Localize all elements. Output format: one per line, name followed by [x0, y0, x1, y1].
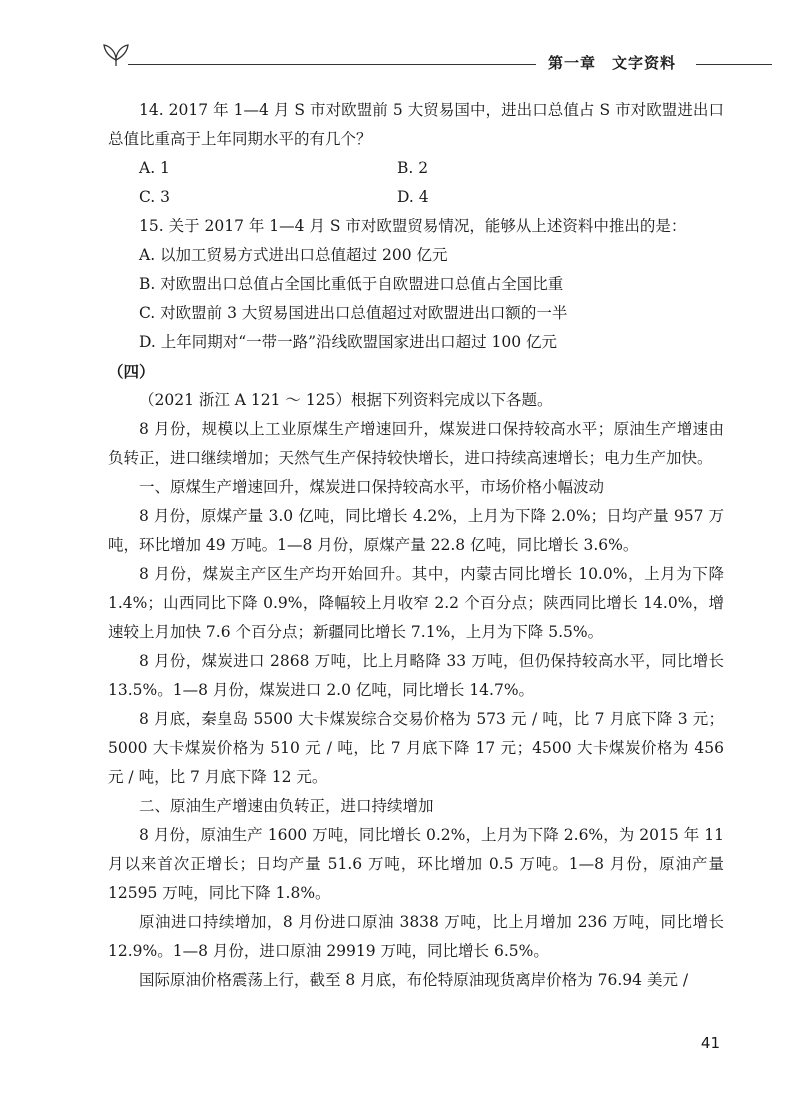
paragraph: 8 月底，秦皇岛 5500 大卡煤炭综合交易价格为 573 元 / 吨，比 7 月底下降 3 元；5000 大卡煤炭价格为 510 元 / 吨，比 7 月底下降 17 元；4500 大卡煤炭价格为 456 元 / 吨，比 7 月底下降 12 元。 [108, 710, 724, 786]
paragraph: 8 月份，煤炭进口 2868 万吨，比上月略降 33 万吨，但仍保持较高水平，同比增长 13.5%。1—8 月份，煤炭进口 2.0 亿吨，同比增长 14.7%。 [108, 652, 724, 699]
chapter-title: 第一章 文字资料 [548, 54, 677, 72]
option-a: A. 1 [139, 159, 170, 177]
option-c: C. 对欧盟前 3 大贸易国进出口总值超过对欧盟进出口额的一半 [139, 304, 568, 322]
paragraph: 8 月份，原油生产 1600 万吨，同比增长 0.2%，上月为下降 2.6%，为 2015 年 11 月以来首次正增长；日均产量 51.6 万吨，环比增加 0.5 万吨。1—8 月份，原油产量 12595 万吨，同比下降 1.8%。 [108, 826, 724, 902]
option-a: A. 以加工贸易方式进出口总值超过 200 亿元 [139, 246, 448, 264]
section-title: （四） [108, 362, 155, 381]
question-14-options-row-2 [108, 183, 724, 212]
paragraph: 8 月份，煤炭主产区生产均开始回升。其中，内蒙古同比增长 10.0%，上月为下降 1.4%；山西同比下降 0.9%，降幅较上月收窄 2.2 个百分点；陕西同比增长 14.0%，增速较上月加快 7.6 个百分点；新疆同比增长 7.1%，上月为下降 5.5%。 [108, 565, 724, 641]
subheading: 二、原油生产增速由负转正，进口持续增加 [139, 797, 434, 815]
subheading: 一、原煤生产增速回升，煤炭进口保持较高水平，市场价格小幅波动 [139, 478, 605, 496]
page-number: 41 [700, 1034, 720, 1052]
section-intro: （2021 浙江 A 121 ～ 125）根据下列资料完成以下各题。 [139, 391, 553, 409]
question-14-options-row-1 [108, 154, 724, 183]
option-b: B. 对欧盟出口总值占全国比重低于自欧盟进口总值占全国比重 [139, 275, 564, 293]
paragraph: 8 月份，原煤产量 3.0 亿吨，同比增长 4.2%，上月为下降 2.0%；日均产量 957 万吨，环比增加 49 万吨。1—8 月份，原煤产量 22.8 亿吨，同比增长 3.6%。 [108, 507, 725, 554]
option-b: B. 2 [397, 159, 429, 177]
paragraph: 8 月份，规模以上工业原煤生产增速回升，煤炭进口保持较高水平；原油生产增速由负转正，进口继续增加；天然气生产保持较快增长，进口持续高速增长；电力生产加快。 [108, 420, 724, 467]
header-rule-left [128, 64, 536, 65]
header-rule-right [696, 64, 772, 65]
option-d: D. 上年同期对“一带一路”沿线欧盟国家进出口超过 100 亿元 [139, 333, 558, 351]
paragraph: 原油进口持续增加，8 月份进口原油 3838 万吨，比上月增加 236 万吨，同比增长 12.9%。1—8 月份，进口原油 29919 万吨，同比增长 6.5%。 [108, 913, 724, 960]
option-d: D. 4 [397, 188, 429, 206]
question-14-stem: 14. 2017 年 1—4 月 S 市对欧盟前 5 大贸易国中，进出口总值占 S 市对欧盟进出口总值比重高于上年同期水平的有几个？ [108, 101, 724, 148]
page-content [108, 96, 724, 995]
option-c: C. 3 [139, 188, 171, 206]
paragraph: 国际原油价格震荡上行，截至 8 月底，布伦特原油现货离岸价格为 76.94 美元 / [139, 971, 689, 989]
question-15-stem: 15. 关于 2017 年 1—4 月 S 市对欧盟贸易情况，能够从上述资料中推出的是： [139, 217, 687, 235]
page-header [0, 0, 800, 80]
